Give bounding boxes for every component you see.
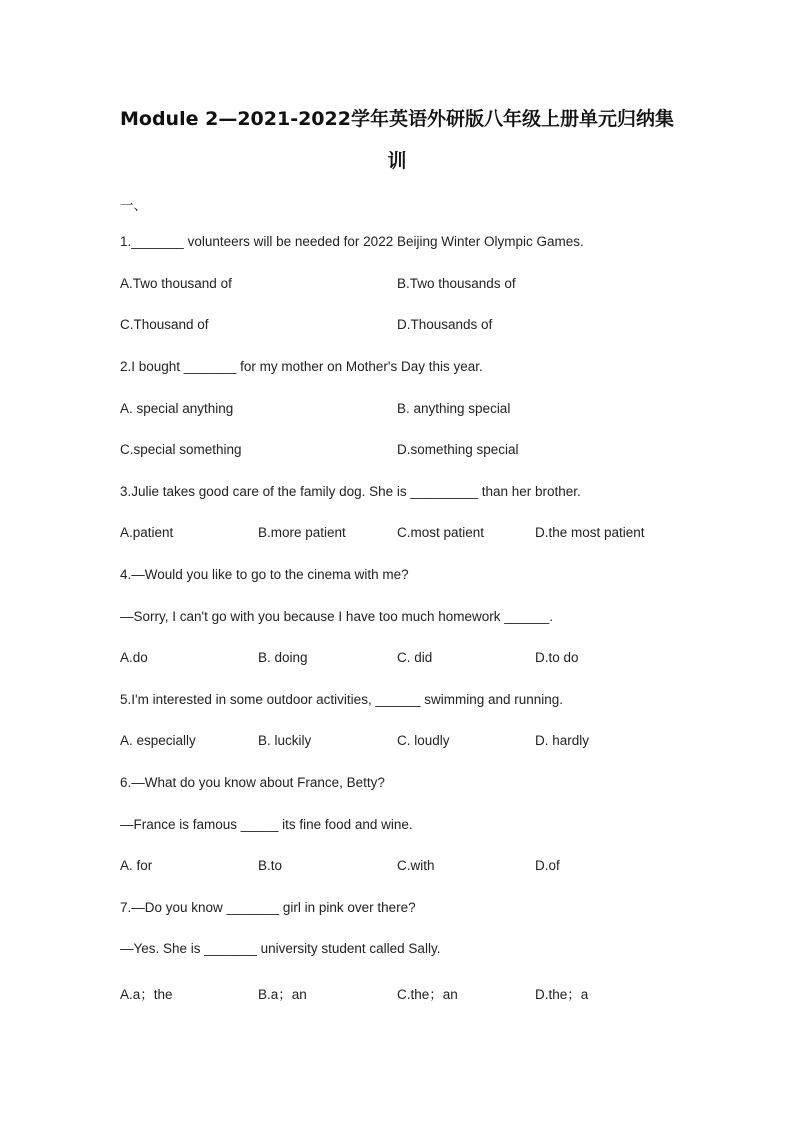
question-1-option-c: C.Thousand of [120,317,209,332]
question-7-option-c: C.the；an [397,987,458,1002]
question-2-option-c: C.special something [120,442,242,457]
question-2-option-d: D.something special [397,442,519,457]
question-3-stem: 3.Julie takes good care of the family dog. She is _________ than her brother. [120,484,581,499]
question-1-option-a: A.Two thousand of [120,276,232,291]
question-5-option-b: B. luckily [258,733,312,748]
question-4-option-a: A.do [120,650,148,665]
question-7-stem: 7.—Do you know _______ girl in pink over there? [120,900,416,915]
question-7-option-d: D.the；a [535,987,589,1002]
question-6-response: —France is famous _____ its fine food and wine. [120,817,413,832]
question-5-stem: 5.I'm interested in some outdoor activities, ______ swimming and running. [120,692,564,707]
question-6-option-a: A. for [120,858,153,873]
question-1-option-b: B.Two thousands of [397,276,516,291]
question-7-option-b: B.a；an [258,987,307,1002]
question-4-stem: 4.—Would you like to go to the cinema with me? [120,567,409,582]
question-2-option-b: B. anything special [397,401,511,416]
question-4-option-d: D.to do [535,650,579,665]
question-2-stem: 2.I bought _______ for my mother on Mother's Day this year. [120,359,483,374]
question-3-option-c: C.most patient [397,525,485,540]
question-1-stem: 1._______ volunteers will be needed for 2022 Beijing Winter Olympic Games. [120,234,584,249]
question-5-option-c: C. loudly [397,733,450,748]
page-title-continued: 训 [387,150,407,172]
question-5-option-d: D. hardly [535,733,590,748]
question-3-option-d: D.the most patient [535,525,645,540]
question-6-option-b: B.to [258,858,283,873]
question-7-response: —Yes. She is _______ university student called Sally. [120,941,441,956]
question-6-stem: 6.—What do you know about France, Betty? [120,775,385,790]
question-4-response: —Sorry, I can't go with you because I have too much homework ______. [120,609,554,624]
question-6-option-d: D.of [535,858,560,873]
page-title: Module 2—2021-2022学年英语外研版八年级上册单元归纳集 [120,108,674,130]
question-2-option-a: A. special anything [120,401,234,416]
question-7-option-a: A.a；the [120,987,173,1002]
question-6-option-c: C.with [397,858,435,873]
question-3-option-b: B.more patient [258,525,346,540]
question-1-option-d: D.Thousands of [397,317,493,332]
question-4-option-b: B. doing [258,650,308,665]
question-5-option-a: A. especially [120,733,196,748]
section-heading: 一、 [120,198,147,213]
question-3-option-a: A.patient [120,525,174,540]
question-4-option-c: C. did [397,650,433,665]
